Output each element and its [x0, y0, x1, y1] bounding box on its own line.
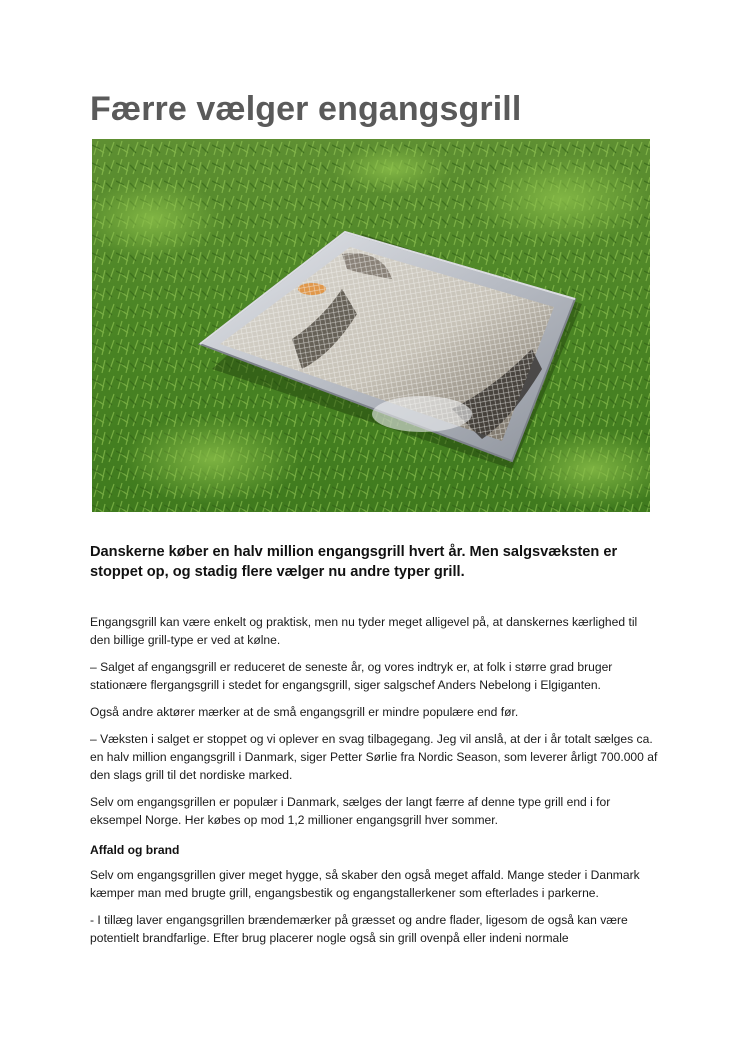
article-lead: Danskerne køber en halv million engangsgrill hvert år. Men salgsvæksten er stoppet op, og stadig flere vælger nu andre typer grill.: [90, 544, 618, 580]
paragraph: - I tillæg laver engangsgrillen brændemærker på græsset og andre flader, ligesom de også kan være potentielt brandfarlige. Efter brug placerer nogle også sin grill ovenpå eller indeni normale: [90, 913, 628, 945]
article-title: Færre vælger engangsgrill: [90, 90, 522, 128]
paragraph: Engangsgrill kan være enkelt og praktisk, men nu tyder meget alligevel på, at danskernes kærlighed til den billige grill-type er ved at kølne.: [90, 615, 638, 647]
grill-photo: [92, 139, 650, 512]
paragraph: – Væksten i salget er stoppet og vi oplever en svag tilbagegang. Jeg vil anslå, at der i år totalt sælges ca. en halv million engangsgrill i Danmark, siger Petter Sørlie fra Nordic Season, som leverer årligt 700.000 af den slags grill til det nordiske marked.: [90, 732, 658, 782]
paragraph: Selv om engangsgrillen giver meget hygge, så skaber den også meget affald. Mange steder i Danmark kæmper man med brugte grill, engangsbestik og engangstallerkener som efterlades i parkerne.: [90, 868, 640, 900]
paragraph: – Salget af engangsgrill er reduceret de seneste år, og vores indtryk er, at folk i større grad bruger stationære flergangsgrill i stedet for engangsgrill, siger salgschef Anders Nebelong i Elgiganten.: [90, 660, 613, 692]
article-body: [90, 613, 660, 838]
section-heading: Affald og brand: [90, 843, 180, 857]
paragraph: Selv om engangsgrillen er populær i Danmark, sælges der langt færre af denne type grill end i for eksempel Norge. Her købes op mod 1,2 millioner engangsgrill hver sommer.: [90, 795, 611, 827]
section-body: [90, 866, 660, 956]
paragraph: Også andre aktører mærker at de små engangsgrill er mindre populære end før.: [90, 705, 519, 719]
